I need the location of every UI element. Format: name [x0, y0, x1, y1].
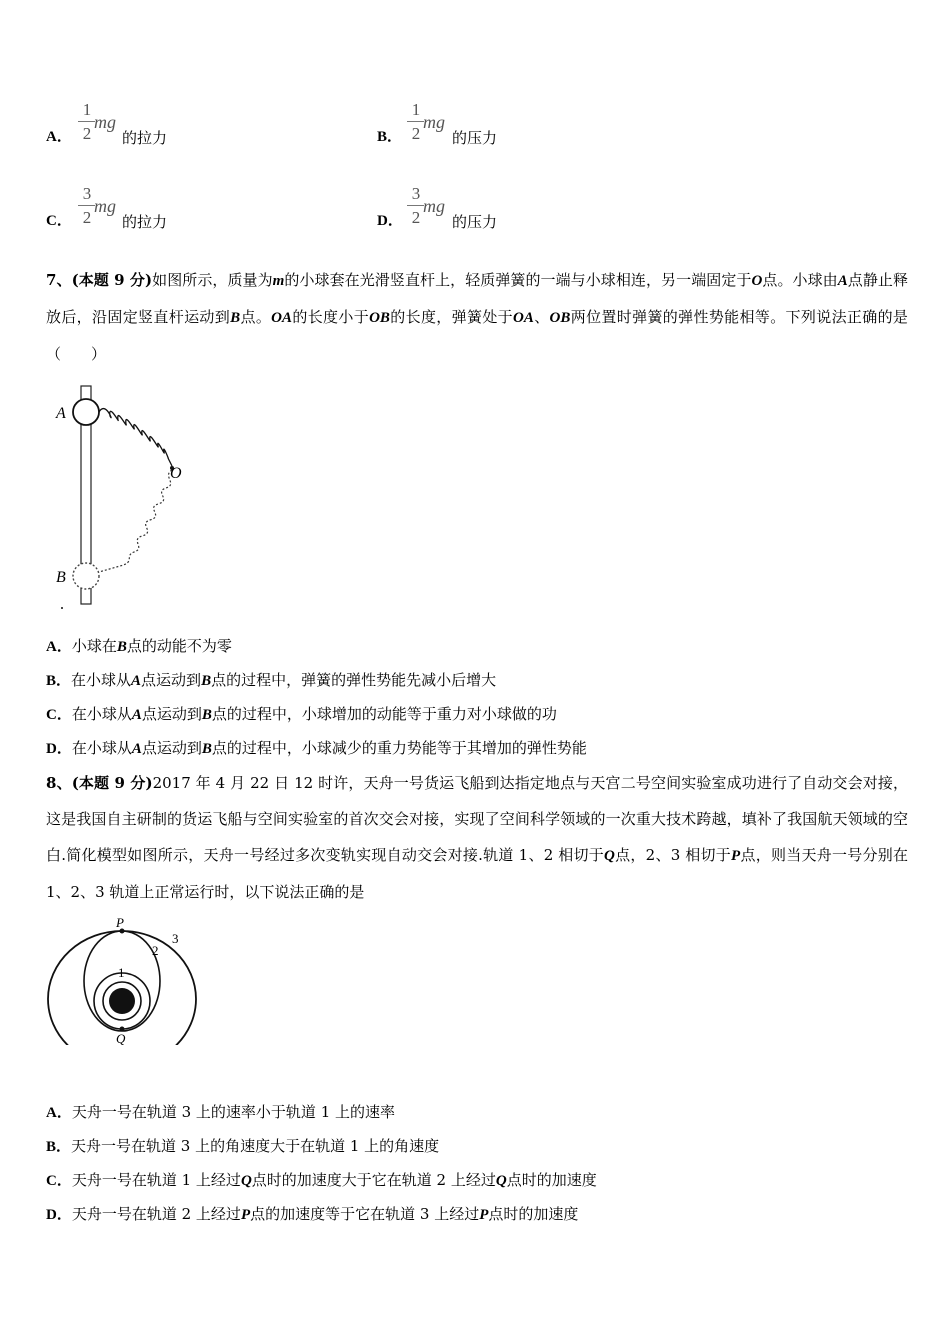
option-label: D． — [377, 213, 403, 229]
option-label: A． — [46, 1105, 72, 1121]
fraction-denominator: 2 — [411, 124, 421, 143]
text: 天舟一号在轨道 2 上经过 — [71, 1205, 241, 1223]
text: 小球在 — [71, 637, 117, 655]
label-p: P — [116, 915, 124, 930]
ball-b — [73, 563, 99, 589]
q8-option-d — [46, 1204, 578, 1225]
option-text: 的压力 — [452, 129, 498, 147]
q7-stem — [46, 262, 908, 372]
var-a: A — [837, 273, 848, 289]
text: 点运动到 — [141, 705, 202, 723]
question-number: 8、 — [46, 774, 72, 792]
spring-oa — [99, 409, 172, 466]
var-p: P — [731, 848, 741, 864]
question-number: 7、 — [46, 271, 72, 289]
text: 点。小球由 — [762, 271, 838, 289]
text: 点静止释放后，沿固定竖直杆运动到 — [46, 271, 908, 326]
var-ob: OB — [369, 310, 390, 326]
text: 点时的加速度 — [506, 1171, 597, 1189]
var-q: Q — [240, 1173, 252, 1189]
q7-option-b — [46, 670, 496, 691]
option-text: 的拉力 — [122, 129, 168, 147]
q8-stem — [46, 765, 908, 910]
text: 点运动到 — [141, 671, 202, 689]
text: 、 — [533, 308, 550, 326]
var-oa: OA — [513, 310, 534, 326]
var-a: A — [131, 673, 142, 689]
text: 在小球从 — [71, 705, 132, 723]
text: 点的加速度等于它在轨道 3 上经过 — [250, 1205, 480, 1223]
fraction-bar — [407, 121, 424, 122]
text: 点，2、3 相切于 — [614, 846, 732, 864]
var-p: P — [240, 1207, 251, 1223]
text: 点。 — [240, 308, 272, 326]
var-b: B — [116, 639, 127, 655]
label-3: 3 — [172, 931, 179, 946]
text: 点的过程中，弹簧的弹性势能先减小后增大 — [211, 671, 497, 689]
option-label: C． — [46, 707, 72, 723]
var-p: P — [479, 1207, 489, 1223]
label-q: Q — [116, 1031, 126, 1045]
text: 天舟一号在轨道 3 上的速率小于轨道 1 上的速率 — [71, 1103, 396, 1121]
text: 的长度小于 — [292, 308, 370, 326]
question-score: (本题 9 分) — [71, 774, 153, 792]
var-q: Q — [604, 848, 615, 864]
option-text: 的拉力 — [122, 213, 168, 231]
dot-mark — [61, 607, 63, 609]
text: 的小球套在光滑竖直杆上，轻质弹簧的一端与小球相连，另一端固定于 — [284, 271, 752, 289]
fraction-bar — [407, 205, 424, 206]
text: 点的过程中，小球增加的动能等于重力对小球做的功 — [211, 705, 557, 723]
text: 点的过程中，小球减少的重力势能等于其增加的弹性势能 — [211, 739, 587, 757]
planet-core — [109, 988, 135, 1014]
mg-symbol: mg — [423, 112, 445, 132]
mg-symbol: mg — [94, 196, 116, 216]
option-label: D． — [46, 1207, 72, 1223]
q8-option-b — [46, 1136, 439, 1157]
var-b: B — [201, 707, 212, 723]
text: 天舟一号在轨道 1 上经过 — [71, 1171, 241, 1189]
q7-option-c — [46, 704, 557, 725]
option-label: B． — [46, 1139, 72, 1155]
text: 点的动能不为零 — [126, 637, 232, 655]
var-b: B — [201, 673, 212, 689]
q7-spring-figure — [50, 380, 200, 615]
fraction-denominator: 2 — [82, 208, 92, 227]
mg-symbol: mg — [423, 196, 445, 216]
text: 点，则当天舟一号分别在 1、2、3 轨道上正常运行时，以下说法正确的是 — [46, 846, 908, 901]
option-label: A． — [46, 639, 72, 655]
fraction-bar — [78, 121, 95, 122]
ball-a — [73, 399, 99, 425]
label-a: A — [56, 405, 66, 422]
fraction-numerator: 3 — [82, 184, 92, 203]
fraction-numerator: 1 — [411, 100, 421, 119]
label-2: 2 — [152, 943, 159, 958]
text: 的长度，弹簧处于 — [389, 308, 514, 326]
fraction-bar — [78, 205, 95, 206]
q8-option-c — [46, 1170, 597, 1191]
option-label: A． — [46, 129, 72, 145]
text: 两位置时弹簧的弹性势能相等。下列说法正确的是（ ） — [46, 308, 908, 363]
fraction-numerator: 1 — [82, 100, 92, 119]
option-label: B． — [377, 129, 403, 145]
label-1: 1 — [118, 965, 125, 980]
q8-orbit-figure — [44, 915, 204, 1045]
fraction-denominator: 2 — [82, 124, 92, 143]
q7-option-a — [46, 636, 232, 657]
var-b: B — [201, 741, 212, 757]
spring-ob — [99, 470, 172, 572]
q8-option-a — [46, 1102, 395, 1123]
text: 点时的加速度大于它在轨道 2 上经过 — [251, 1171, 496, 1189]
option-label: D． — [46, 741, 72, 757]
var-o: O — [751, 273, 763, 289]
option-label: C． — [46, 1173, 72, 1189]
var-m: m — [272, 273, 285, 289]
var-b: B — [230, 310, 241, 326]
text: 在小球从 — [71, 739, 132, 757]
var-oa: OA — [271, 310, 293, 326]
text: 在小球从 — [71, 671, 132, 689]
label-b: B — [56, 569, 66, 586]
text: 2017 年 4 月 22 日 12 时许，天舟一号货运飞船到达指定地点与天宫二号空间实验室成功进行了自动交会对接，这是我国自主研制的货运飞船与空间实验室的首次交会对接，实现了空间科学领域的一次重大技术跨越，填补了我国航天领域的空白.简化模型如图所示，天舟一号经过多次变轨实现自动交会对接.轨道 1、2 相切于 — [46, 774, 909, 864]
var-q: Q — [495, 1173, 507, 1189]
text: 点时的加速度 — [488, 1205, 579, 1223]
fraction-denominator: 2 — [411, 208, 421, 227]
option-text: 的压力 — [452, 213, 498, 231]
var-a: A — [131, 741, 142, 757]
mg-symbol: mg — [94, 112, 116, 132]
text: 天舟一号在轨道 3 上的角速度大于在轨道 1 上的角速度 — [71, 1137, 440, 1155]
option-label: C． — [46, 213, 72, 229]
label-o: O — [170, 465, 182, 482]
var-a: A — [131, 707, 142, 723]
text: 点运动到 — [141, 739, 202, 757]
q7-option-d — [46, 738, 587, 759]
var-ob: OB — [549, 310, 571, 326]
option-label: B． — [46, 673, 72, 689]
text: 如图所示，质量为 — [152, 271, 273, 289]
question-score: (本题 9 分) — [71, 271, 153, 289]
fraction-numerator: 3 — [411, 184, 421, 203]
